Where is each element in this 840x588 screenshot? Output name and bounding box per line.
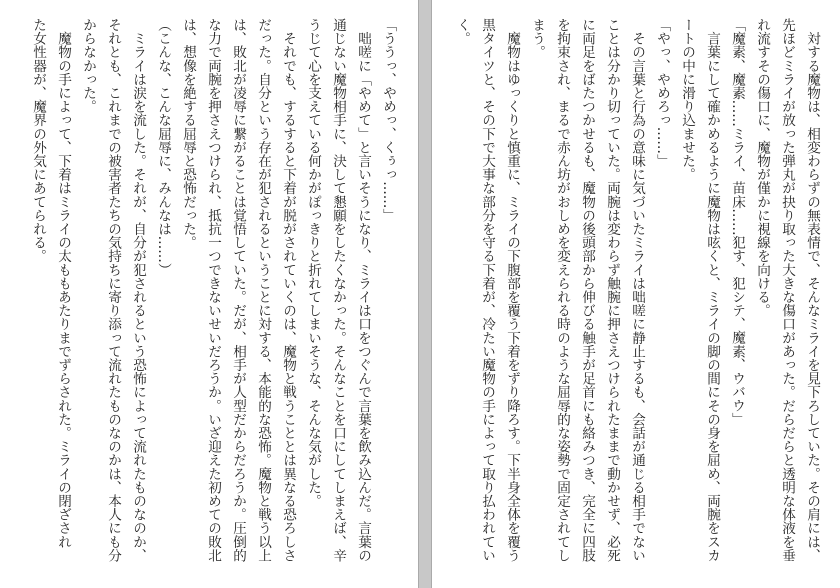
text-line: ートの中に滑り込ませた。 [679,18,695,182]
text-line: まう。 [529,18,545,59]
right-page [432,0,840,588]
text-line: は、敗北が凌辱に繋がることは覚悟していた。だが、相手が人型だからだろうか。圧倒的 [230,18,246,562]
right-page-text [449,18,824,578]
text-line: を拘束され、まるで赤ん坊がおしめを変えられる時のような屈辱的な姿勢で固定されてし [554,18,570,562]
text-line: ミライは涙を流した。それが、自分が犯されるという恐怖によって流れたものなのか、 [130,18,146,562]
text-line: それとも、これまでの被害者たちの気持ちに寄り添って流れたものなのかは、本人にも分 [105,18,121,562]
text-line: た女性器が、魔界の外気にあてられる。 [30,18,46,263]
text-line: 「やっ、やめろっ……」 [654,18,670,168]
text-line: 「ううっ、やめっ、くぅっ……」 [380,18,396,222]
text-line: は、想像を絶する屈辱と恐怖だった。 [180,18,196,250]
text-line: だった。自分という存在が犯されるということに対する、本能的な恐怖。魔物と戦う以上 [255,18,271,562]
left-page-text [25,18,400,578]
text-line: れ流すその傷口に、魔物が僅かに視線を向ける。 [754,18,770,318]
page-divider [418,0,432,588]
text-line: からなかった。 [80,18,96,114]
text-line: 先ほどミライが放った弾丸が抉り取った大きな傷口があった。だらだらと透明な体液を垂 [779,18,795,562]
text-line: うじて心を支えている何かがぽっきりと折れてしまいそうな、そんな気がした。 [305,18,321,508]
text-line: 対する魔物は、相変わらずの無表情で、そんなミライを見下ろしていた。その肩には、 [804,18,820,562]
text-line: く。 [454,18,470,46]
text-line: （こんな、こんな屈辱に、みんなは……） [155,18,171,277]
text-line: 「魔素、魔素……ミライ、苗床……犯す、犯シテ、魔素、ウバウ」 [729,18,745,426]
text-line: 魔物はゆっくりと慎重に、ミライの下腹部を覆う下着をずり降ろす。下半身全体を覆う [504,18,520,562]
text-line: その言葉と行為の意味に気づいたミライは咄嗟に静止するも、会話が通じる相手でない [629,18,645,562]
text-line: 咄嗟に「やめて」と言いそうになり、ミライは口をつぐんで言葉を飲み込んだ。言葉の [355,18,371,562]
text-line: 黒タイツと、その下で大事な部分を守る下着が、冷たい魔物の手によって取り払われてい [479,18,495,562]
text-line: な力で両腕を押さえつけられ、抵抗一つできないせいだろうか。いざ迎えた初めての敗北 [205,18,221,562]
left-page [0,0,418,588]
text-line: それでも、するすると下着が脱がされていくのは、魔物と戦うこととは異なる恐ろしさ [280,18,296,562]
text-line: 通じない魔物相手に、決して懇願をしたくなかった。そんなことを口にしてしまえば、辛 [330,18,346,562]
text-line: に両足をばたつかせるも、魔物の後頭部から伸びる触手が足首にも絡みつき、完全に四肢 [579,18,595,562]
text-line: 言葉にして確かめるように魔物は呟くと、ミライの脚の間にその身を屈め、両腕をスカ [704,18,720,562]
text-line: ことは分かり切っていた。両腕は変わらず触腕に押さえつけられたままで動かせず、必死 [604,18,620,562]
text-line: 魔物の手によって、下着はミライの太ももあたりまでずらされた。ミライの閉ざされ [55,18,71,549]
